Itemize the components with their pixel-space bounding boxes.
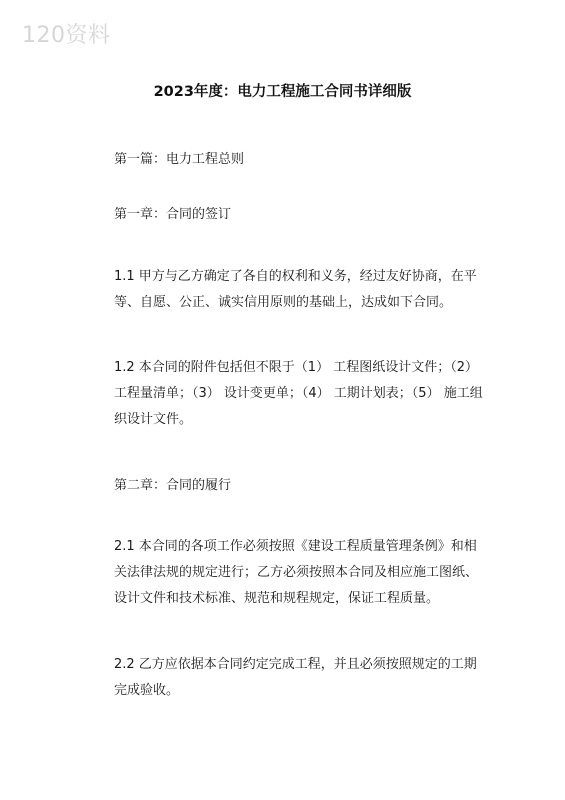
clause-1-1-text: 1.1 甲方与乙方确定了各自的权利和义务，经过友好协商，在平等、自愿、公正、诚实信用原则的基础上，达成如下合同。 (114, 269, 477, 310)
clause-1-2 (87, 355, 487, 433)
watermark: 120资料 (22, 23, 111, 48)
chapter-heading-2: 第二章：合同的履行 (114, 478, 232, 493)
clause-2-2 (87, 652, 487, 704)
clause-1-2-text: 1.2 本合同的附件包括但不限于（1） 工程图纸设计文件；（2） 工程量清单；（3） 设计变更单；（4） 工期计划表；（5） 施工组织设计文件。 (114, 360, 483, 427)
clause-2-1 (87, 534, 487, 612)
part-heading: 第一篇：电力工程总则 (114, 152, 245, 167)
clause-2-1-text: 2.1 本合同的各项工作必须按照《建设工程质量管理条例》和相关法律法规的规定进行；乙方必须按照本合同及相应施工图纸、设计文件和技术标准、规范和规程规定，保证工程质量。 (114, 539, 479, 606)
clause-1-1 (87, 264, 487, 316)
chapter-heading-1: 第一章：合同的签订 (114, 207, 232, 222)
document-title: 2023年度：电力工程施工合同书详细版 (153, 84, 412, 100)
clause-2-2-text: 2.2 乙方应依据本合同约定完成工程，并且必须按照规定的工期完成验收。 (114, 657, 477, 698)
